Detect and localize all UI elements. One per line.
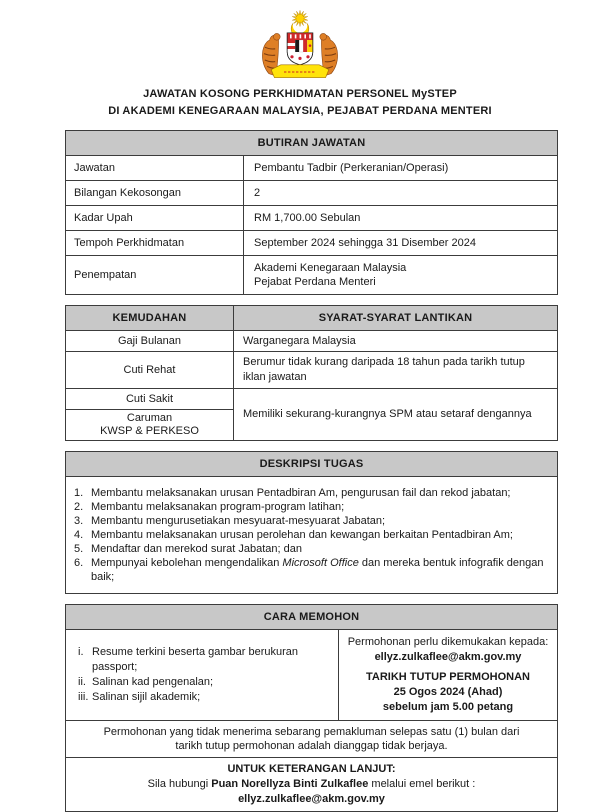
requirement-item <box>78 645 334 675</box>
crest-container <box>0 0 600 86</box>
table-row <box>66 630 558 721</box>
kemudahan-cell: Gaji Bulanan <box>66 331 234 352</box>
syarat-cell: Memiliki sekurang-kurangnya SPM atau setaraf dengannya <box>234 389 558 441</box>
kemudahan-cell-line: KWSP & PERKESO <box>100 425 199 437</box>
section-header-cara: CARA MEMOHON <box>66 605 558 630</box>
motto-banner <box>271 65 329 78</box>
field-label: Tempoh Perkhidmatan <box>66 231 244 256</box>
shield <box>287 33 313 65</box>
section-header-butiran: BUTIRAN JAWATAN <box>66 131 558 156</box>
table-row <box>66 181 558 206</box>
field-value: RM 1,700.00 Sebulan <box>244 206 558 231</box>
contact-email: ellyz.zulkaflee@akm.gov.my <box>238 793 385 805</box>
malaysia-coat-of-arms <box>252 7 348 81</box>
task-item <box>74 528 549 542</box>
task-text: Membantu melaksanakan urusan Pentadbiran Am, pengurusan fail dan rekod jabatan; <box>91 487 511 499</box>
syarat-cell: Berumur tidak kurang daripada 18 tahun pada tarikh tutup iklan jawatan <box>234 352 558 389</box>
footer-title: UNTUK KETERANGAN LANJUT: <box>227 763 396 775</box>
kemudahan-syarat-table <box>65 305 558 441</box>
task-number: 2. <box>74 501 84 513</box>
submission-intro: Permohonan perlu dikemukakan kepada: <box>347 636 549 648</box>
task-item <box>74 514 549 528</box>
table-row <box>66 231 558 256</box>
syarat-cell: Warganegara Malaysia <box>234 331 558 352</box>
deadline-date: 25 Ogos 2024 (Ahad) <box>393 686 503 698</box>
field-value-line: Akademi Kenegaraan Malaysia <box>254 262 407 274</box>
table-row <box>66 256 558 295</box>
requirement-number: ii. <box>78 676 86 688</box>
kemudahan-cell: Cuti Sakit <box>66 389 234 410</box>
task-list <box>66 477 558 594</box>
task-number: 3. <box>74 515 84 527</box>
table-row <box>66 156 558 181</box>
task-number: 6. <box>74 557 84 569</box>
task-text: Membantu melaksanakan urusan perolehan dan kewangan berkaitan Pentadbiran Am; <box>91 529 513 541</box>
task-number: 5. <box>74 543 84 555</box>
table-row <box>66 477 558 594</box>
requirement-number: iii. <box>78 691 89 703</box>
section-header-deskripsi: DESKRIPSI TUGAS <box>66 452 558 477</box>
field-value: September 2024 sehingga 31 Disember 2024 <box>244 231 558 256</box>
submission-info <box>339 630 558 721</box>
deskripsi-tugas-table <box>65 451 558 594</box>
task-text: Mendaftar dan merekod surat Jabatan; dan <box>91 543 302 555</box>
field-label: Bilangan Kekosongan <box>66 181 244 206</box>
table-row <box>66 331 558 352</box>
table-row <box>66 389 558 410</box>
requirement-item <box>78 690 334 705</box>
document-title-line2: DI AKADEMI KENEGARAAN MALAYSIA, PEJABAT PERDANA MENTERI <box>108 105 492 117</box>
task-item <box>74 500 549 514</box>
table-row <box>66 206 558 231</box>
table-row <box>66 721 558 758</box>
contact-line: Sila hubungi Puan Norellyza Binti Zulkaflee melalui emel berikut : <box>147 778 476 790</box>
requirement-text: Resume terkini beserta gambar berukuran passport; <box>92 646 299 673</box>
deadline-title: TARIKH TUTUP PERMOHONAN <box>366 671 530 683</box>
kemudahan-cell-line: Caruman <box>126 412 173 424</box>
submission-email: ellyz.zulkaflee@akm.gov.my <box>374 651 522 663</box>
contact-footer <box>66 758 558 812</box>
italic-text: Microsoft Office <box>282 557 359 569</box>
field-label: Jawatan <box>66 156 244 181</box>
document-title-line1: JAWATAN KOSONG PERKHIDMATAN PERSONEL MySTEP <box>143 88 457 100</box>
field-value <box>244 256 558 295</box>
contact-name: Puan Norellyza Binti Zulkaflee <box>211 778 369 790</box>
field-value: Pembantu Tadbir (Perkeranian/Operasi) <box>244 156 558 181</box>
task-text: Membantu mengurusetiakan mesyuarat-mesyuarat Jabatan; <box>91 515 386 527</box>
deadline-time: sebelum jam 5.00 petang <box>382 701 514 713</box>
disclaimer-note: Permohonan yang tidak menerima sebarang pemakluman selepas satu (1) bulan dari tarikh tutup permohonan adalah dianggap tidak berjaya. <box>66 721 558 758</box>
task-text: Membantu melaksanakan program-program latihan; <box>91 501 345 513</box>
table-row <box>66 758 558 812</box>
task-item <box>74 542 549 556</box>
task-item <box>74 486 549 500</box>
requirement-text: Salinan sijil akademik; <box>92 691 201 703</box>
table-row <box>66 352 558 389</box>
requirements-list <box>66 630 339 721</box>
field-value: 2 <box>244 181 558 206</box>
document-content <box>65 130 558 812</box>
column-header-kemudahan: KEMUDAHAN <box>66 306 234 331</box>
requirement-item <box>78 675 334 690</box>
column-header-syarat: SYARAT-SYARAT LANTIKAN <box>234 306 558 331</box>
field-value-line: Pejabat Perdana Menteri <box>254 276 376 288</box>
field-label: Kadar Upah <box>66 206 244 231</box>
task-number: 4. <box>74 529 84 541</box>
kemudahan-cell: Cuti Rehat <box>66 352 234 389</box>
requirement-number: i. <box>78 646 84 658</box>
field-label: Penempatan <box>66 256 244 295</box>
butiran-jawatan-table <box>65 130 558 295</box>
task-number: 1. <box>74 487 84 499</box>
kemudahan-cell <box>66 410 234 441</box>
requirement-text: Salinan kad pengenalan; <box>92 676 214 688</box>
cara-memohon-table <box>65 604 558 812</box>
task-item <box>74 556 549 584</box>
table-header-row <box>66 306 558 331</box>
task-text: Mempunyai kebolehan mengendalikan Microsoft Office dan mereka bentuk infografik dengan baik; <box>91 557 544 583</box>
